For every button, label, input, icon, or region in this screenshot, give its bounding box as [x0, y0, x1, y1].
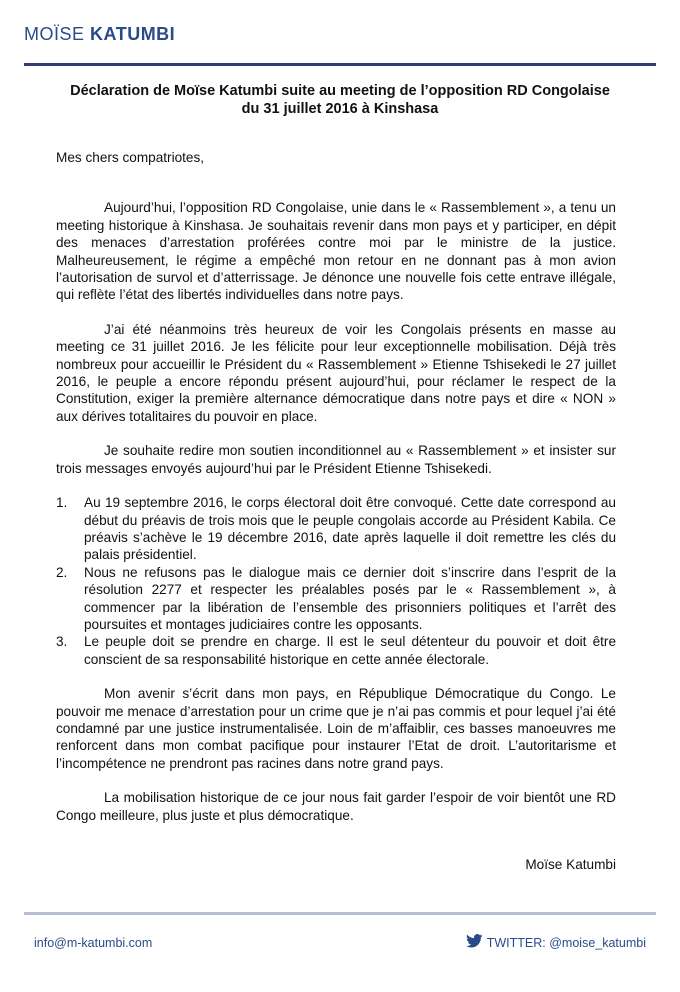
- brand-last-name: KATUMBI: [90, 24, 176, 44]
- footer-email[interactable]: info@m-katumbi.com: [34, 936, 153, 950]
- paragraph-5: La mobilisation historique de ce jour nous fait garder l’espoir de voir bientôt une RD Congo meilleure, plus juste et plus démocratique.: [56, 790, 616, 823]
- header-divider: [24, 63, 656, 66]
- twitter-bird-icon: [466, 934, 483, 951]
- brand-first-name: MOÏSE: [24, 24, 85, 44]
- paragraph-1: Aujourd’hui, l’opposition RD Congolaise, unie dans le « Rassemblement », a tenu un meeting historique à Kinshasa. Je souhaitais revenir dans mon pays et y participer, en dépit des menaces d’arrestation proférées contre moi par le ministre de la justice. Malheureusement, le régime a empêché mon retour en ne donnant pas à mon avion l’autorisation de survol et d’atterrissage. Je dénonce une nouvelle fois cette entrave illégale, qui reflète l’état des libertés individuelles dans notre pays.: [56, 200, 616, 303]
- salutation: Mes chers compatriotes,: [56, 150, 205, 165]
- list-item-text: Au 19 septembre 2016, le corps électoral doit être convoqué. Cette date correspond au début du préavis de trois mois que le peuple congolais accorde au Président Kabila. Ce préavis s’achève le 19 décembre 2016, date après laquelle il doit remettre les clés du palais présidentiel.: [84, 495, 616, 563]
- list-item-text: Le peuple doit se prendre en charge. Il est le seul détenteur du pouvoir et doit être conscient de sa responsabilité historique en cette année électorale.: [84, 634, 616, 667]
- paragraph-2: J’ai été néanmoins très heureux de voir les Congolais présents en masse au meeting ce 31 juillet 2016. Je les félicite pour leur exceptionnelle mobilisation. Déjà très nombreux pour accueillir le Président du « Rassemblement » Etienne Tshisekedi le 27 juillet 2016, le peuple a encore répondu présent aujourd’hui, pour réclamer le respect de la Constitution, exiger la première alternance démocratique dans notre pays et dire « NON » aux dérives totalitaires du pouvoir en place.: [56, 321, 616, 424]
- list-item-number: 2.: [56, 564, 68, 580]
- paragraph-4: Mon avenir s’écrit dans mon pays, en République Démocratique du Congo. Le pouvoir me menace d’arrestation pour un crime que je n’ai pas commis et pour lequel j’ai été condamné par une justice instrumentalisée. Loin de m’affaiblir, ces basses manoeuvres me renforcent dans mon combat pacifique pour instaurer l’Etat de droit. L’autoritarisme et l’incompétence ne prendront pas racines dans notre grand pays.: [56, 686, 616, 771]
- list-item: [56, 564, 616, 634]
- document-body: [56, 149, 616, 873]
- document-title: [40, 82, 640, 118]
- footer-twitter[interactable]: [466, 934, 646, 951]
- title-line-2: du 31 juillet 2016 à Kinshasa: [241, 101, 439, 117]
- list-item: [56, 633, 616, 668]
- list-item-text: Nous ne refusons pas le dialogue mais ce dernier doit s’inscrire dans l’esprit de la résolution 2277 et respecter les préalables posés par le « Rassemblement », à commencer par la libération de l’ensemble des prisonniers politiques et l’arrêt des poursuites et montages judiciaires contre les opposants.: [84, 564, 616, 632]
- list-item: [56, 494, 616, 564]
- list-item-number: 1.: [56, 495, 68, 511]
- messages-list: [56, 494, 616, 668]
- paragraph-3: Je souhaite redire mon soutien inconditionnel au « Rassemblement » et insister sur trois messages envoyés aujourd’hui par le Président Etienne Tshisekedi.: [56, 443, 616, 476]
- footer-divider: [24, 912, 656, 915]
- signature: Moïse Katumbi: [525, 857, 616, 872]
- title-line-1: Déclaration de Moïse Katumbi suite au meeting de l’opposition RD Congolaise: [70, 83, 610, 99]
- brand-logo: [24, 24, 175, 45]
- twitter-handle: TWITTER: @moise_katumbi: [486, 935, 646, 950]
- list-item-number: 3.: [56, 634, 68, 650]
